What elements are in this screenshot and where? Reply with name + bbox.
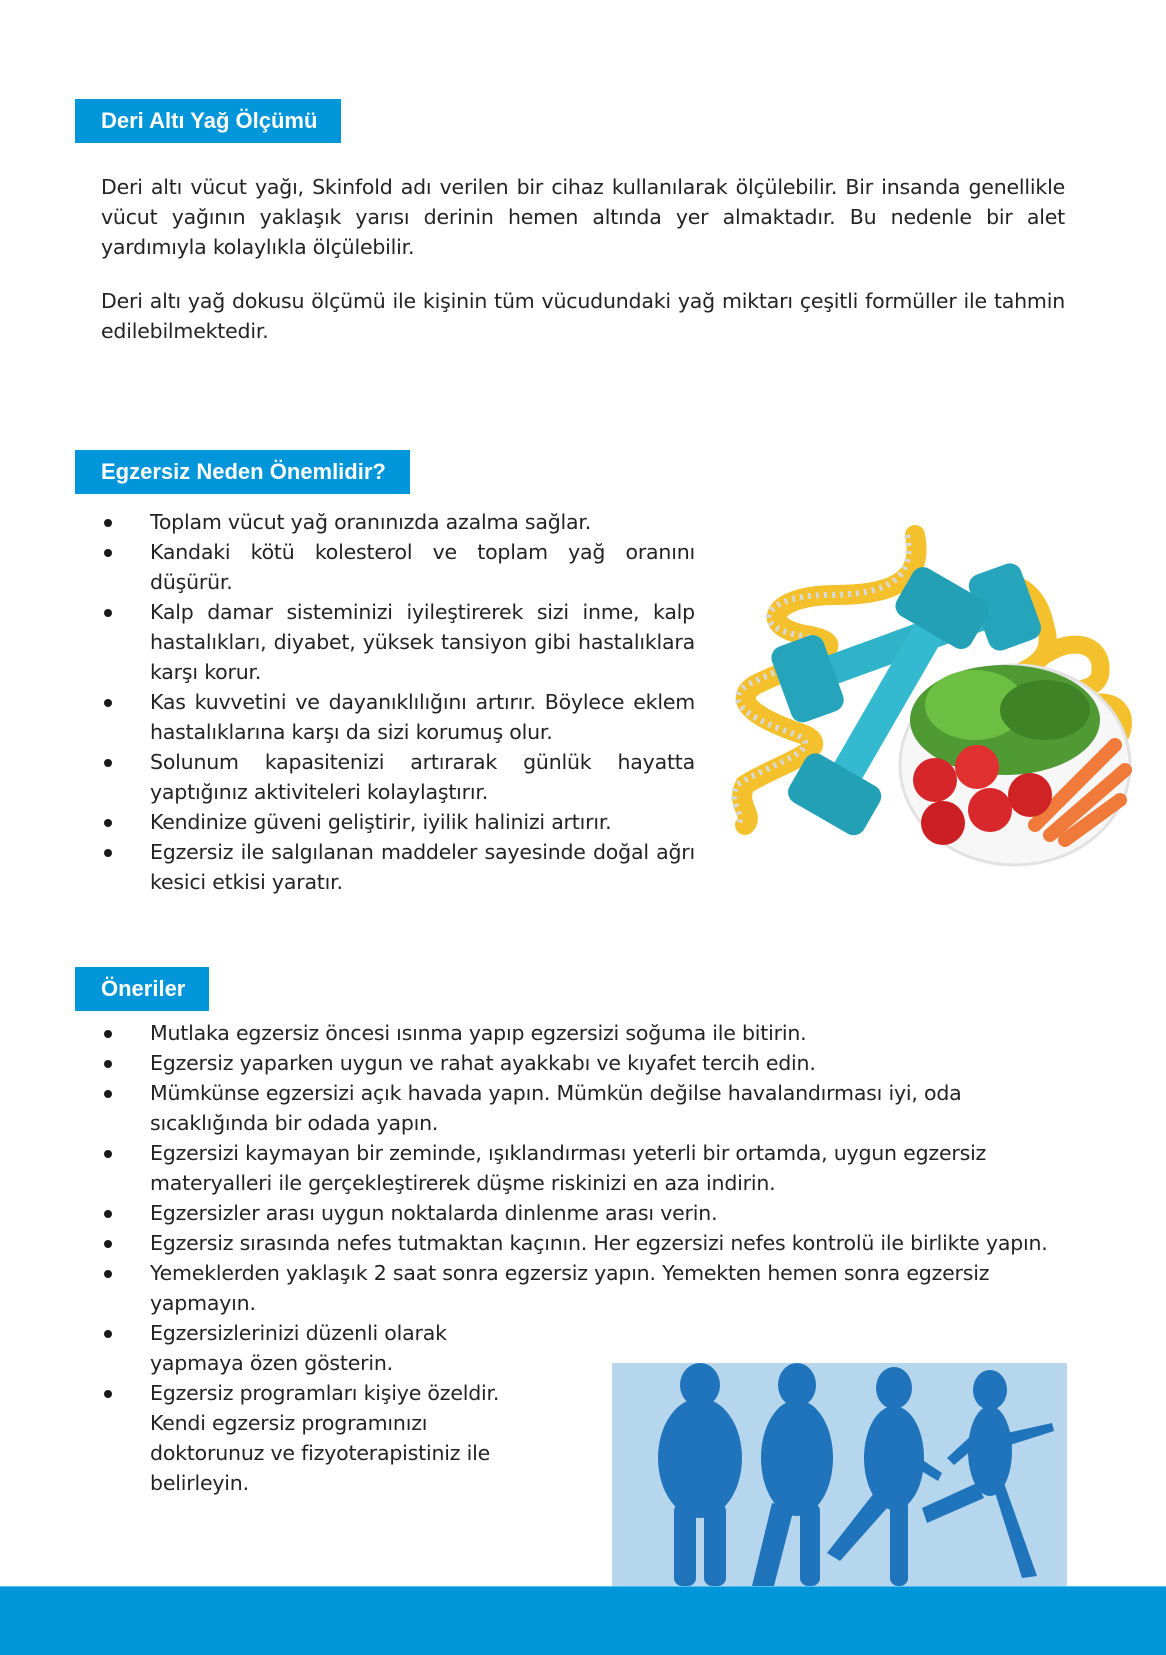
list-item: Egzersizlerinizi düzenli olarak yapmaya özen gösterin.	[100, 1318, 1070, 1378]
bullet-icon	[104, 1240, 112, 1248]
bullet-icon	[104, 519, 112, 527]
list-item: Egzersiz ile salgılanan maddeler sayesinde doğal ağrı kesici etkisi yaratır.	[100, 837, 695, 897]
bullet-icon	[104, 549, 112, 557]
bullet-icon	[104, 1150, 112, 1158]
bullet-icon	[104, 1060, 112, 1068]
section-title: Deri Altı Yağ Ölçümü	[101, 108, 318, 133]
section-header-exercise-importance	[75, 450, 410, 494]
bullet-icon	[104, 1030, 112, 1038]
list-item: Toplam vücut yağ oranınızda azalma sağlar.	[100, 507, 695, 537]
list-item: Yemeklerden yaklaşık 2 saat sonra egzersiz yapın. Yemekten hemen sonra egzersiz yapmayın.	[100, 1258, 1070, 1318]
bullet-icon	[104, 699, 112, 707]
list-item: Egzersizi kaymayan bir zeminde, ışıklandırması yeterli bir ortamda, uygun egzersiz materyalleri ile gerçekleştirerek düşme riskinizi en aza indirin.	[100, 1138, 1070, 1198]
bullet-icon	[104, 849, 112, 857]
bullet-icon	[104, 1210, 112, 1218]
weight-loss-silhouettes-icon	[612, 1363, 1067, 1586]
section-header-skinfold	[75, 99, 341, 143]
bullet-icon	[104, 819, 112, 827]
bullet-icon	[104, 1390, 112, 1398]
bullet-icon	[104, 609, 112, 617]
dumbbells-salad-image	[715, 505, 1135, 875]
list-item: Kas kuvvetini ve dayanıklılığını artırır. Böylece eklem hastalıklarına karşı da sizi korumuş olur.	[100, 687, 695, 747]
weight-loss-silhouettes-image	[612, 1363, 1067, 1586]
section-header-recommendations	[75, 967, 209, 1011]
bullet-icon	[104, 1330, 112, 1338]
list-item: Egzersiz sırasında nefes tutmaktan kaçının. Her egzersizi nefes kontrolü ile birlikte yapın.	[100, 1228, 1070, 1258]
bullet-icon	[104, 1270, 112, 1278]
list-item: Mutlaka egzersiz öncesi ısınma yapıp egzersizi soğuma ile bitirin.	[100, 1018, 1070, 1048]
dumbbells-salad-tape-measure-icon	[715, 505, 1135, 875]
list-item: Kendinize güveni geliştirir, iyilik halinizi artırır.	[100, 807, 695, 837]
list-item: Egzersizler arası uygun noktalarda dinlenme arası verin.	[100, 1198, 1070, 1228]
paragraph-skinfold-1: Deri altı vücut yağı, Skinfold adı verilen bir cihaz kullanılarak ölçülebilir. Bir insanda genellikle vücut yağının yaklaşık yarısı derinin hemen altında yer almaktadır. Bu nedenle bir alet yardımıyla kolaylıkla ölçülebilir.	[101, 175, 1065, 259]
list-item: Solunum kapasitenizi artırarak günlük hayatta yaptığınız aktiviteleri kolaylaştırır.	[100, 747, 695, 807]
list-item: Kalp damar sisteminizi iyileştirerek sizi inme, kalp hastalıkları, diyabet, yüksek tansiyon gibi hastalıklara karşı korur.	[100, 597, 695, 687]
list-item: Egzersiz programları kişiye özeldir. Kendi egzersiz programınızı doktorunuz ve fizyoterapistiniz ile belirleyin.	[100, 1378, 1070, 1498]
paragraph-skinfold-2: Deri altı yağ dokusu ölçümü ile kişinin tüm vücudundaki yağ miktarı çeşitli formüller ile tahmin edilebilmektedir.	[101, 289, 1065, 343]
bullet-icon	[104, 759, 112, 767]
list-item: Egzersiz yaparken uygun ve rahat ayakkabı ve kıyafet tercih edin.	[100, 1048, 1070, 1078]
section-title: Egzersiz Neden Önemlidir?	[101, 459, 386, 484]
section-title: Öneriler	[101, 976, 186, 1001]
footer-band	[0, 1586, 1166, 1655]
exercise-benefits-list	[100, 507, 695, 897]
bullet-icon	[104, 1090, 112, 1098]
list-item: Mümkünse egzersizi açık havada yapın. Mümkün değilse havalandırması iyi, oda sıcaklığında bir odada yapın.	[100, 1078, 1070, 1138]
list-item: Kandaki kötü kolesterol ve toplam yağ oranını düşürür.	[100, 537, 695, 597]
